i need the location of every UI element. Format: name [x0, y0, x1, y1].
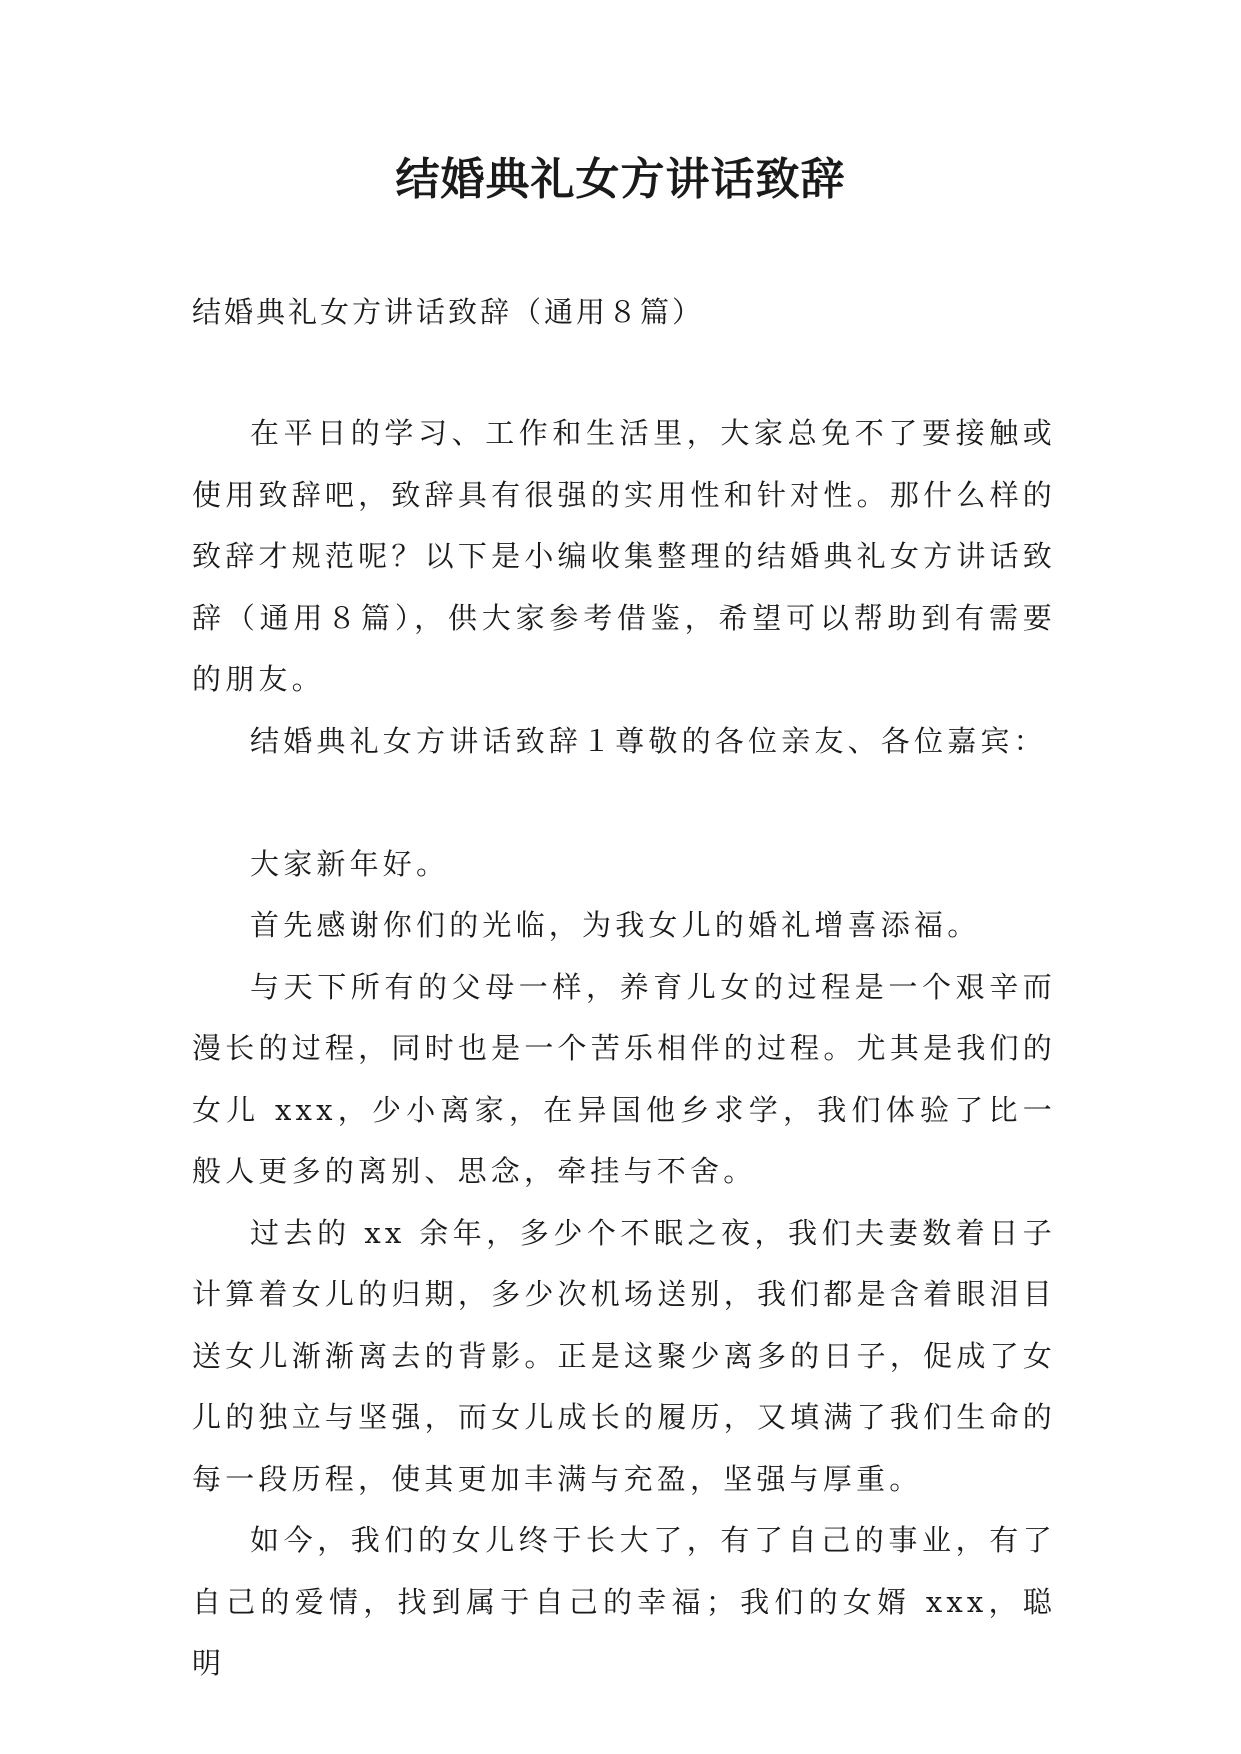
paragraph-thanks: 首先感谢你们的光临，为我女儿的婚礼增喜添福。 [250, 908, 981, 942]
paragraph-upbringing: 与天下所有的父母一样，养育儿女的过程是一个艰辛而漫长的过程，同时也是一个苦乐相伴的过程。尤其是我们的女儿 xxx，少小离家，在异国他乡求学，我们体验了比一般人更多的离别、思念，牵挂与不舍。 [192, 969, 1056, 1188]
paragraph-greeting: 大家新年好。 [250, 846, 450, 881]
paragraph-intro: 在平日的学习、工作和生活里，大家总免不了要接触或使用致辞吧，致辞具有很强的实用性和针对性。那什么样的致辞才规范呢？以下是小编收集整理的结婚典礼女方讲话致辞（通用８篇），供大家参考借鉴，希望可以帮助到有需要的朋友。 [192, 416, 1056, 696]
document-subtitle: 结婚典礼女方讲话致辞（通用８篇） [192, 295, 705, 329]
paragraph-past-years: 过去的 xx 余年，多少个不眠之夜，我们夫妻数着日子计算着女儿的归期，多少次机场送别，我们都是含着眼泪目送女儿渐渐离去的背影。正是这聚少离多的日子，促成了女儿的独立与坚强，而女儿成长的履历，又填满了我们生命的每一段历程，使其更加丰满与充盈，坚强与厚重。 [192, 1215, 1056, 1496]
document-body [192, 403, 1056, 1695]
paragraph-present: 如今，我们的女儿终于长大了，有了自己的事业，有了自己的爱情，找到属于自己的幸福；我们的女婿 xxx，聪明 [192, 1523, 1056, 1680]
paragraph-speech-heading: 结婚典礼女方讲话致辞１尊敬的各位亲友、各位嘉宾： [250, 723, 1047, 758]
document-title: 结婚典礼女方讲话致辞 [395, 154, 846, 205]
